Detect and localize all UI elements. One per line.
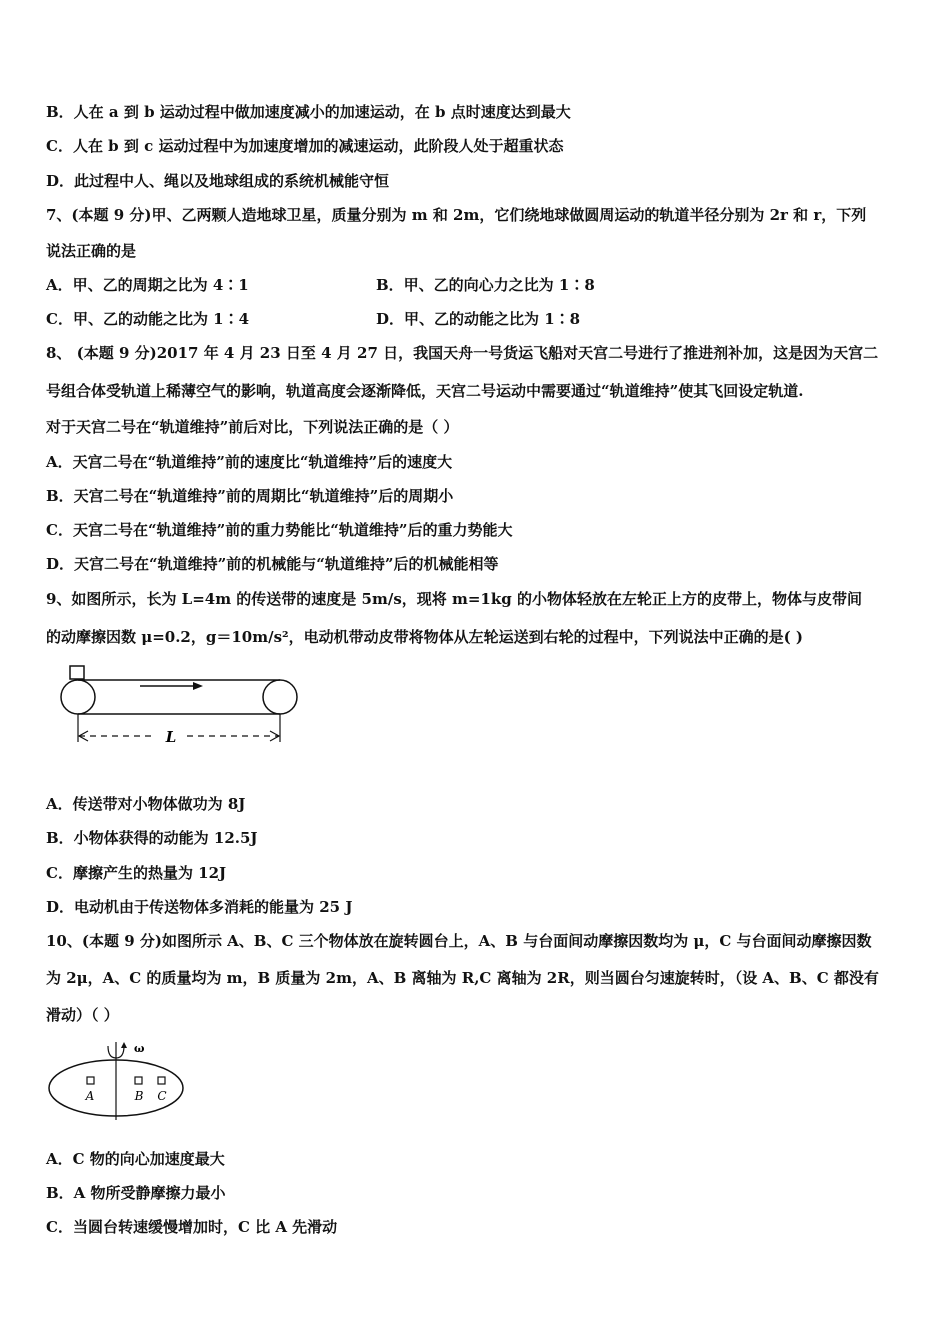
q8-stem-line2: 号组合体受轨道上稀薄空气的影响，轨道高度会逐渐降低，天宫二号运动中需要通过“轨道维持”使其飞回设定轨道.	[46, 382, 804, 400]
q9-option-a: A．传送带对小物体做功为 8J	[46, 795, 246, 813]
small-block	[70, 666, 84, 679]
q8-option-a: A．天宫二号在“轨道维持”前的速度比“轨道维持”后的速度大	[46, 453, 453, 471]
velocity-arrow-head	[193, 682, 203, 690]
q6-option-d: D．此过程中人、绳以及地球组成的系统机械能守恒	[46, 172, 390, 190]
q9-option-b: B．小物体获得的动能为 12.5J	[46, 829, 258, 847]
conveyor-belt-figure	[55, 664, 305, 746]
block-a	[87, 1077, 94, 1084]
q8-option-b: B．天宫二号在“轨道维持”前的周期比“轨道维持”后的周期小	[46, 487, 454, 505]
q7-option-d: D．甲、乙的动能之比为 1∶8	[376, 310, 581, 328]
left-wheel	[61, 680, 95, 714]
q10-stem-line3: 滑动）（ ）	[46, 1006, 119, 1024]
q6-option-b: B．人在 a 到 b 运动过程中做加速度减小的加速运动，在 b 点时速度达到最大	[46, 103, 571, 121]
rotation-arrow-head	[121, 1042, 127, 1048]
q7-options-row1	[46, 275, 906, 295]
q7-option-b: B．甲、乙的向心力之比为 1∶8	[376, 276, 595, 294]
label-c: C	[157, 1089, 167, 1103]
q9-option-c: C．摩擦产生的热量为 12J	[46, 864, 227, 882]
q10-stem-line1: 10、(本题 9 分)如图所示 A、B、C 三个物体放在旋转圆台上，A、B 与台面间动摩擦因数均为 μ，C 与台面间动摩擦因数	[46, 932, 872, 950]
q10-option-a: A．C 物的向心加速度最大	[46, 1150, 225, 1168]
q9-stem-line1: 9、如图所示，长为 L=4m 的传送带的速度是 5m/s，现将 m=1kg 的小物体轻放在左轮正上方的皮带上，物体与皮带间	[46, 590, 862, 608]
q8-option-c: C．天宫二号在“轨道维持”前的重力势能比“轨道维持”后的重力势能大	[46, 521, 513, 539]
q8-stem-line3: 对于天宫二号在“轨道维持”前后对比，下列说法正确的是（ ）	[46, 418, 459, 436]
q7-stem-line1: 7、(本题 9 分)甲、乙两颗人造地球卫星，质量分别为 m 和 2m，它们绕地球做圆周运动的轨道半径分别为 2r 和 r，下列	[46, 206, 867, 224]
q7-option-a: A．甲、乙的周期之比为 4∶1	[46, 276, 249, 294]
q10-stem-line2: 为 2μ，A、C 的质量均为 m，B 质量为 2m，A、B 离轴为 R,C 离轴为 2R，则当圆台匀速旋转时，（设 A、B、C 都没有	[46, 969, 879, 987]
label-a: A	[85, 1089, 95, 1103]
length-label: L	[165, 728, 177, 746]
q8-option-d: D．天宫二号在“轨道维持”前的机械能与“轨道维持”后的机械能相等	[46, 555, 499, 573]
q7-stem-line2: 说法正确的是	[46, 242, 137, 260]
q7-options-row2	[46, 309, 906, 329]
label-b: B	[134, 1089, 144, 1103]
q9-stem-line2: 的动摩擦因数 μ=0.2，g＝10m/s²，电动机带动皮带将物体从左轮运送到右轮的过程中，下列说法中正确的是( )	[46, 628, 804, 646]
rotating-table-figure	[46, 1036, 191, 1124]
q6-option-c: C．人在 b 到 c 运动过程中为加速度增加的减速运动，此阶段人处于超重状态	[46, 137, 564, 155]
right-wheel	[263, 680, 297, 714]
q7-option-c: C．甲、乙的动能之比为 1∶4	[46, 310, 250, 328]
block-b	[135, 1077, 142, 1084]
q10-option-c: C．当圆台转速缓慢增加时，C 比 A 先滑动	[46, 1218, 338, 1236]
q9-option-d: D．电动机由于传送物体多消耗的能量为 25 J	[46, 898, 353, 916]
omega-label: ω	[134, 1042, 145, 1055]
block-c	[158, 1077, 165, 1084]
q10-option-b: B．A 物所受静摩擦力最小	[46, 1184, 226, 1202]
q8-stem-line1: 8、 (本题 9 分)2017 年 4 月 23 日至 4 月 27 日，我国天舟一号货运飞船对天宫二号进行了推进剂补加，这是因为天宫二	[46, 344, 879, 362]
